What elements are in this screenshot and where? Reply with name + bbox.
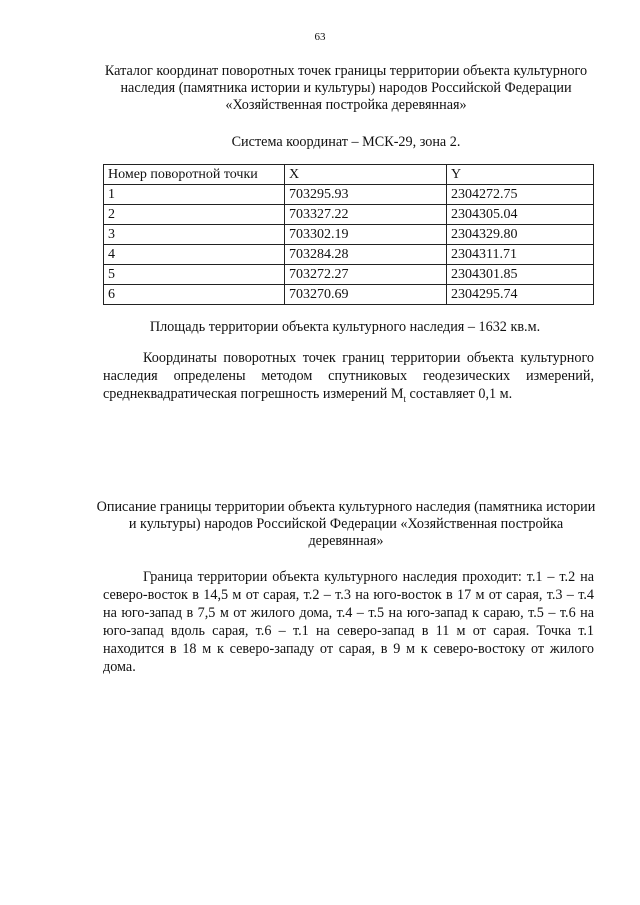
y-value: 2304311.71 — [447, 245, 594, 265]
point-number: 6 — [104, 285, 285, 305]
table-row — [104, 205, 594, 225]
accuracy-subscript: t — [403, 393, 406, 404]
table-header-row — [104, 165, 594, 185]
x-value: 703327.22 — [285, 205, 447, 225]
point-number: 4 — [104, 245, 285, 265]
y-value: 2304305.04 — [447, 205, 594, 225]
table-row — [104, 265, 594, 285]
accuracy-paragraph — [103, 349, 594, 408]
column-header-y: Y — [447, 165, 594, 185]
column-header-x: X — [285, 165, 447, 185]
page-number: 63 — [314, 31, 326, 43]
point-number: 3 — [104, 225, 285, 245]
coordinates-table — [103, 164, 594, 305]
x-value: 703270.69 — [285, 285, 447, 305]
table-row — [104, 225, 594, 245]
area-statement: Площадь территории объекта культурного наследия – 1632 кв.м. — [149, 319, 541, 335]
x-value: 703302.19 — [285, 225, 447, 245]
x-value: 703284.28 — [285, 245, 447, 265]
y-value: 2304301.85 — [447, 265, 594, 285]
table-row — [104, 245, 594, 265]
point-number: 5 — [104, 265, 285, 285]
boundary-description: Граница территории объекта культурного наследия проходит: т.1 – т.2 на северо-восток в 14,5 м от сарая, т.2 – т.3 на юго-восток в 17 м от сарая, т.3 – т.4 на юго-запад в 7,5 м от жилого дома, т.4 – т.5 на юго-запад к сараю, т.5 – т.6 на юго-запад вдоль сарая, т.6 – т.1 на северо-запад в 11 м от сарая. Точка т.1 находится в 18 м к северо-западу от сарая, в 9 м к северо-востоку от жилого дома. — [103, 569, 594, 675]
point-number: 2 — [104, 205, 285, 225]
x-value: 703272.27 — [285, 265, 447, 285]
y-value: 2304295.74 — [447, 285, 594, 305]
point-number: 1 — [104, 185, 285, 205]
description-title: Описание границы территории объекта культурного наследия (памятника истории и культуры) народов Российской Федерации «Хозяйственная постройка деревянная» — [96, 499, 596, 549]
accuracy-text: Координаты поворотных точек границ территории объекта культурного наследия определены методом спутниковых геодезических измерений, среднеквадратическая погрешность измерений M — [103, 350, 594, 402]
table-row — [104, 285, 594, 305]
accuracy-tail: составляет 0,1 м. — [405, 386, 513, 402]
table-row — [104, 185, 594, 205]
y-value: 2304272.75 — [447, 185, 594, 205]
y-value: 2304329.80 — [447, 225, 594, 245]
column-header-point: Номер поворотной точки — [104, 165, 285, 185]
catalog-title: Каталог координат поворотных точек границы территории объекта культурного наследия (памятника истории и культуры) народов Российской Федерации «Хозяйственная постройка деревянная» — [104, 63, 588, 113]
coordinate-system-label: Система координат – МСК-29, зона 2. — [231, 134, 461, 150]
x-value: 703295.93 — [285, 185, 447, 205]
